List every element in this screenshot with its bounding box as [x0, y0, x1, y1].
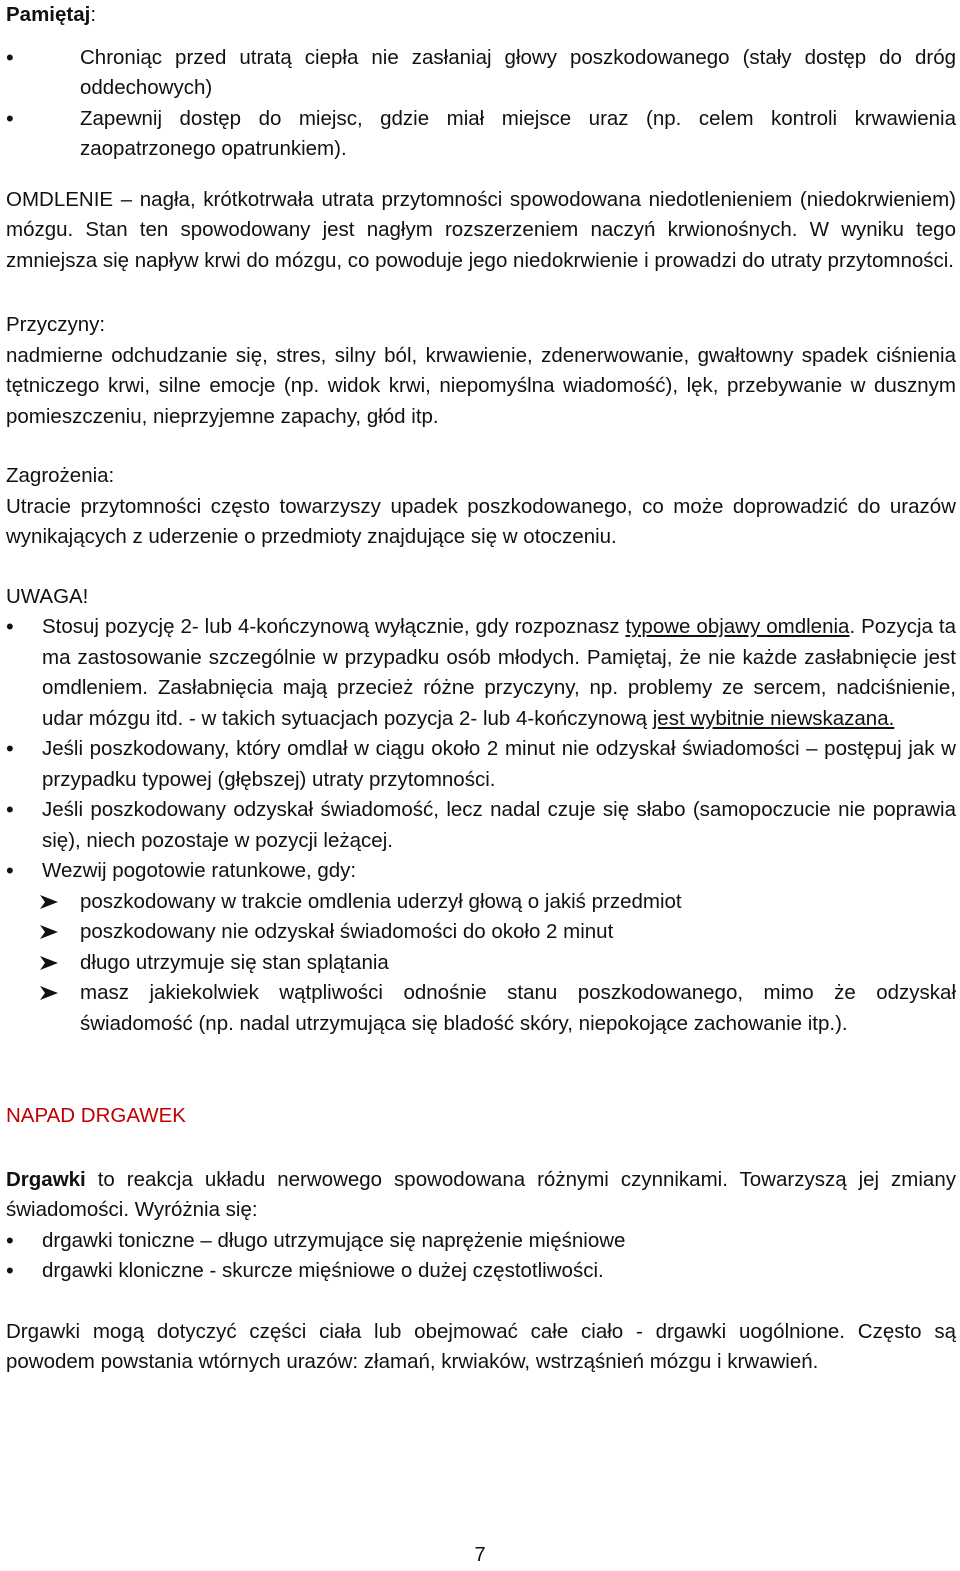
- remember-list: [6, 43, 956, 165]
- warning-item-1-start: Stosuj pozycję 2- lub 4-kończynową wyłącznie, gdy rozpoznasz: [42, 615, 626, 638]
- list-item: • drgawki kloniczne - skurcze mięśniowe o dużej częstotliwości.: [6, 1256, 956, 1287]
- list-item: • drgawki toniczne – długo utrzymujące się naprężenie mięśniowe: [6, 1226, 956, 1257]
- list-item: [6, 887, 956, 918]
- remember-label: Pamiętaj: [6, 3, 91, 26]
- call-reasons-list: [6, 887, 956, 1040]
- causes-heading: Przyczyny:: [6, 313, 106, 336]
- warning-heading: UWAGA!: [6, 584, 89, 608]
- list-item: [6, 612, 956, 734]
- fainting-definition: – nagła, krótkotrwała utrata przytomności spowodowana niedotlenieniem (niedokrwieniem) mózgu. Stan ten spowodowany jest nagłym rozszerzeniem naczyń krwionośnych. W wyniku tego zmniejsza się napływ krwi do mózgu, co powoduje jego niedokrwienie i prowadzi do utraty przytomności.: [6, 187, 956, 272]
- seizures-definition: to reakcja układu nerwowego spowodowana różnymi czynnikami. Towarzyszą jej zmiany świadomości. Wyróżnia się:: [6, 1167, 956, 1221]
- seizures-closing-paragraph: Drgawki mogą dotyczyć części ciała lub obejmować całe ciało - drgawki uogólnione. Często są powodem powstania wtórnych urazów: złamań, krwiaków, wstrząśnień mózgu i krwawień.: [6, 1319, 956, 1373]
- arrowhead-bullet-icon: [40, 895, 58, 909]
- seizures-section-title: NAPAD DRGAWEK: [6, 1104, 186, 1127]
- fainting-paragraph: [6, 185, 956, 277]
- arrowhead-bullet-icon: [40, 956, 58, 970]
- list-item: • Jeśli poszkodowany odzyskał świadomość, lecz nadal czuje się słabo (samopoczucie nie poprawia się), niech pozostaje w pozycji leżącej.: [6, 795, 956, 856]
- remember-heading: [6, 0, 956, 31]
- threats-heading: Zagrożenia:: [6, 464, 115, 487]
- remember-colon: :: [90, 3, 97, 26]
- list-item: [6, 948, 956, 979]
- typical-symptoms-link[interactable]: typowe objawy omdlenia: [625, 615, 850, 638]
- causes-text: nadmierne odchudzanie się, stres, silny ból, krwawienie, zdenerwowanie, gwałtowny spadek ciśnienia tętniczego krwi, silne emocje (np. widok krwi, niepomyślna wiadomość), lęk, przebywanie w dusznym pomieszczeniu, nieprzyjemne zapachy, głód itp.: [6, 343, 956, 428]
- call-reason-text: poszkodowany nie odzyskał świadomości do około 2 minut: [80, 920, 614, 943]
- seizure-types-list: [6, 1226, 956, 1287]
- document-page: [6, 0, 956, 1378]
- list-item: • Wezwij pogotowie ratunkowe, gdy:: [6, 856, 956, 887]
- warning-list: [6, 612, 956, 887]
- warning-item-1-middle: . Pozycja ta ma zastosowanie szczególnie w przypadku osób młodych. Pamiętaj, że nie każde zasłabnięcie jest omdleniem. Zasłabnięcia mają przecież różne przyczyny, np. problemy ze sercem, nadciśnienie, udar mózgu itd. - w takich sytuacjach pozycja 2- lub 4-kończynową: [42, 615, 956, 730]
- list-item: [6, 978, 956, 1039]
- list-item: • Chroniąc przed utratą ciepła nie zasłaniaj głowy poszkodowanego (stały dostęp do dróg oddechowych): [6, 43, 956, 104]
- threats-text: Utracie przytomności często towarzyszy upadek poszkodowanego, co może doprowadzić do urazów wynikających z uderzenie o przedmioty znajdujące się w otoczeniu.: [6, 494, 956, 548]
- call-reason-text: poszkodowany w trakcie omdlenia uderzył głową o jakiś przedmiot: [80, 889, 682, 913]
- arrowhead-bullet-icon: [40, 925, 58, 939]
- call-reason-text: masz jakiekolwiek wątpliwości odnośnie stanu poszkodowanego, mimo że odzyskał świadomość (np. nadal utrzymująca się bladość skóry, niepokojące zachowanie itp.).: [80, 981, 956, 1035]
- list-item: [6, 917, 956, 948]
- page-number: 7: [474, 1544, 486, 1566]
- fainting-term: OMDLENIE: [6, 187, 114, 211]
- list-item: • Jeśli poszkodowany, który omdlał w ciągu około 2 minut nie odzyskał świadomości – postępuj jak w przypadku typowej (głębszej) utraty przytomności.: [6, 734, 956, 795]
- call-reason-text: długo utrzymuje się stan splątania: [80, 950, 389, 974]
- warning-item-1-emphasis: jest wybitnie niewskazana.: [652, 706, 895, 730]
- arrowhead-bullet-icon: [40, 986, 58, 1000]
- list-item: • Zapewnij dostęp do miejsc, gdzie miał miejsce uraz (np. celem kontroli krwawienia zaopatrzonego opatrunkiem).: [6, 104, 956, 165]
- seizures-term: Drgawki: [6, 1167, 86, 1191]
- seizures-definition-paragraph: [6, 1165, 956, 1226]
